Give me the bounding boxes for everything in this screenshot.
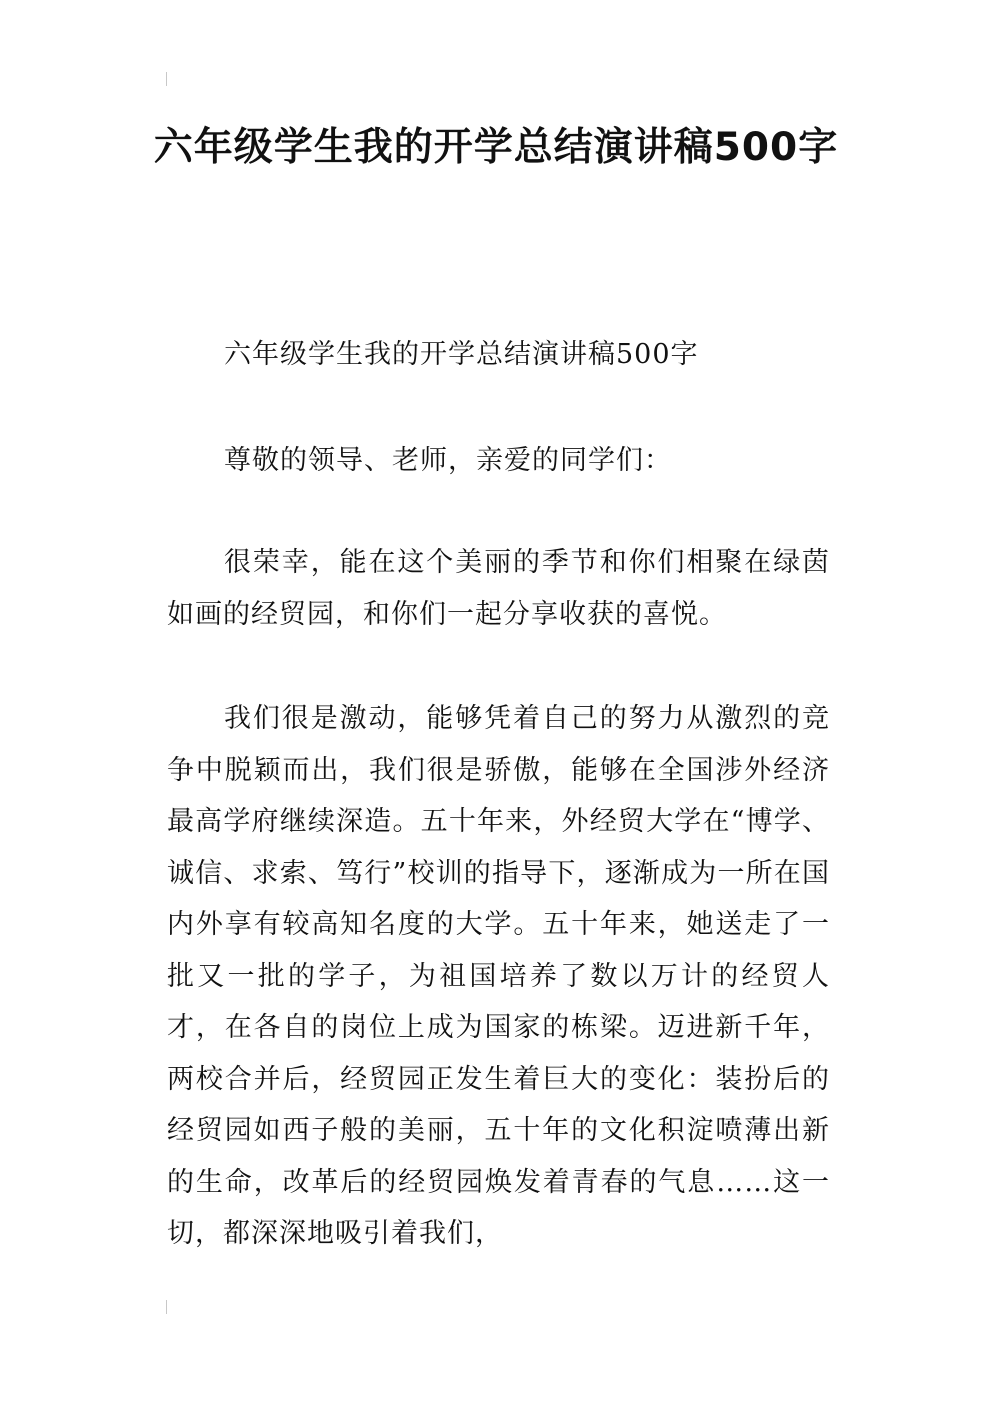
greeting-line: 尊敬的领导、老师，亲爱的同学们：	[224, 445, 672, 476]
paragraph: 很荣幸，能在这个美丽的季节和你们相聚在绿茵如画的经贸园，和你们一起分享收获的喜悦。	[167, 547, 830, 630]
page-corner-mark-bottom	[166, 1300, 167, 1314]
document-subtitle: 六年级学生我的开学总结演讲稿500字	[224, 339, 699, 370]
paragraph: 我们很是激动，能够凭着自己的努力从激烈的竞争中脱颖而出，我们很是骄傲，能够在全国涉外经济最高学府继续深造。五十年来，外经贸大学在“博学、诚信、求索、笃行”校训的指导下，逐渐成为一所在国内外享有较高知名度的大学。五十年来，她送走了一批又一批的学子，为祖国培养了数以万计的经贸人才，在各自的岗位上成为国家的栋梁。迈进新千年，两校合并后，经贸园正发生着巨大的变化：装扮后的经贸园如西子般的美丽，五十年的文化积淀喷薄出新的生命，改革后的经贸园焕发着青春的气息……这一切，都深深地吸引着我们，	[167, 703, 830, 1249]
page-corner-mark-top	[166, 72, 167, 86]
document-title: 六年级学生我的开学总结演讲稿500字	[153, 125, 839, 170]
